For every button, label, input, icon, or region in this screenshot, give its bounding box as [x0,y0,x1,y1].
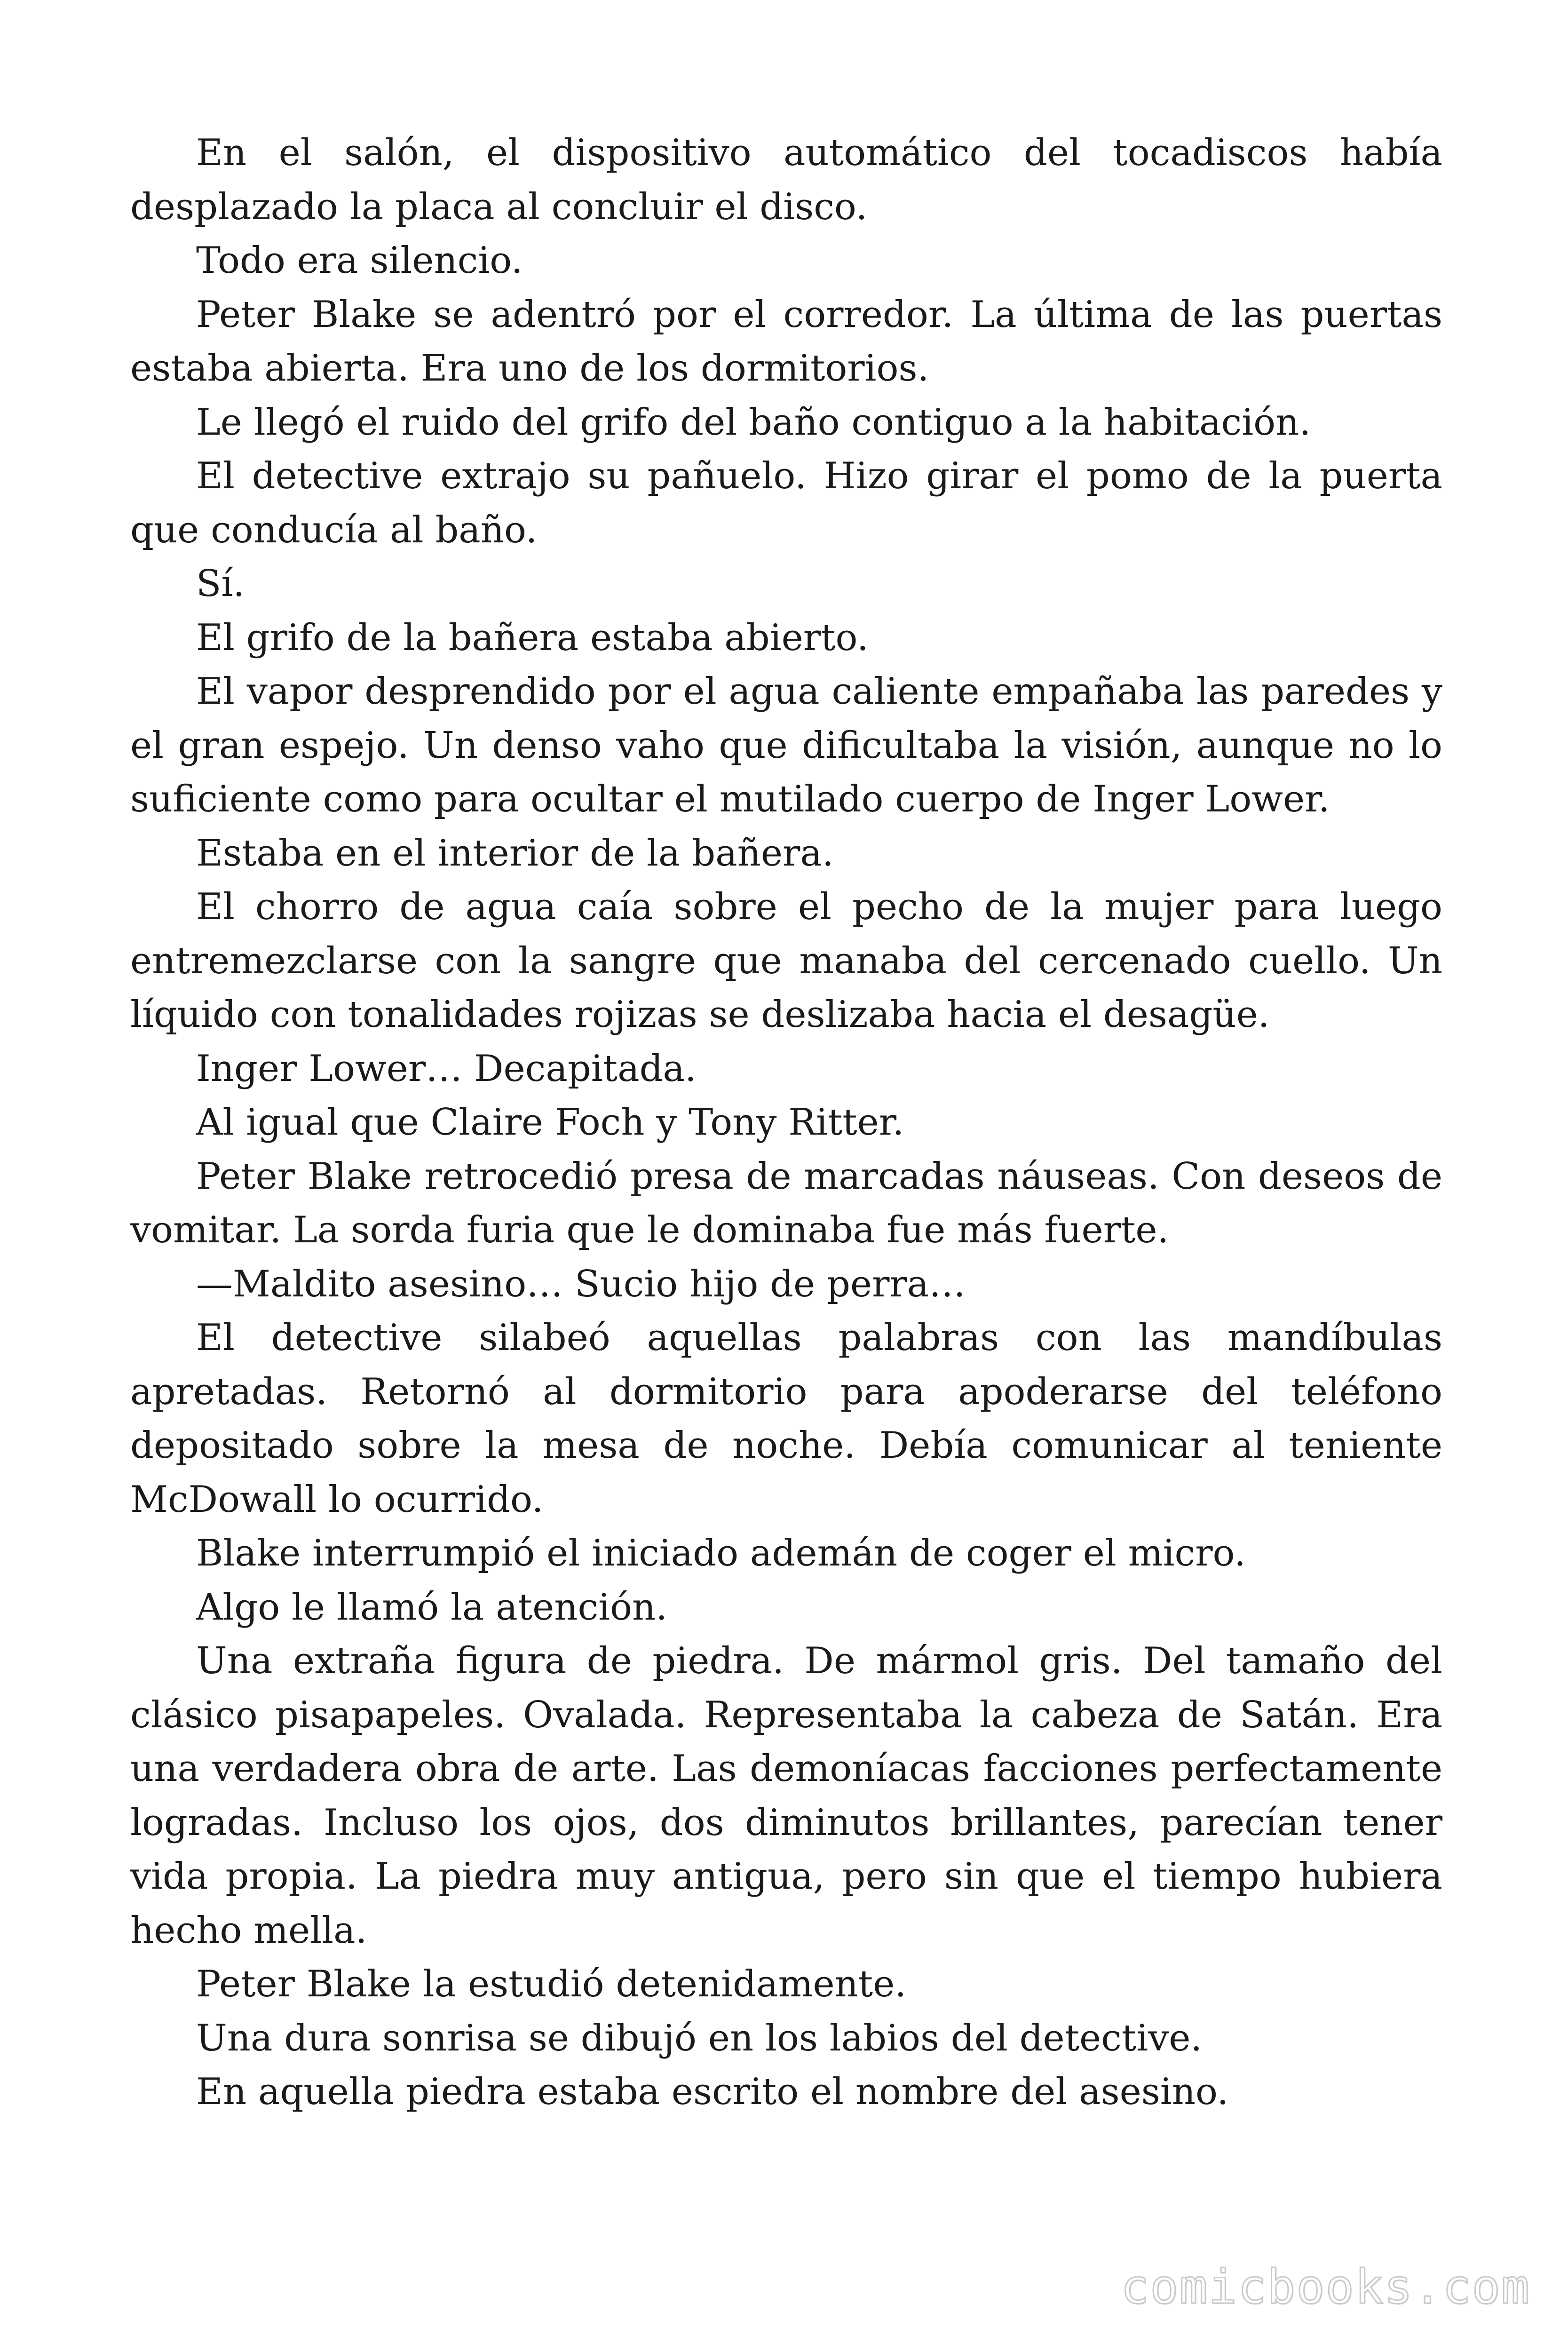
paragraph: Sí. [196,563,245,605]
paragraph: El vapor desprendido por el agua caliente empañaba las paredes y el gran espejo. Un denso vaho que dificultaba la visión, aunque no lo suficiente como para ocultar el mutilado cuerpo de Inger Lower. [130,670,1442,820]
paragraph: En el salón, el dispositivo automático del tocadiscos había desplazado la placa al concluir el disco. [130,132,1442,228]
paragraph: En aquella piedra estaba escrito el nombre del asesino. [196,2071,1229,2113]
watermark: comicbooks.com [1121,2259,1530,2314]
page-body [130,126,1442,2119]
paragraph: Peter Blake se adentró por el corredor. La última de las puertas estaba abierta. Era uno de los dormitorios. [130,293,1442,389]
paragraph: El detective silabeó aquellas palabras con las mandíbulas apretadas. Retornó al dormitorio para apoderarse del teléfono depositado sobre la mesa de noche. Debía comunicar al teniente McDowall lo ocurrido. [130,1317,1442,1521]
paragraph: Le llegó el ruido del grifo del baño contiguo a la habitación. [196,401,1311,444]
paragraph: Blake interrumpió el iniciado ademán de coger el micro. [196,1532,1246,1574]
paragraph: —Maldito asesino… Sucio hijo de perra… [196,1263,966,1305]
paragraph: Todo era silencio. [196,239,523,282]
paragraph: El grifo de la bañera estaba abierto. [196,616,869,659]
paragraph: Al igual que Claire Foch y Tony Ritter. [196,1101,904,1144]
paragraph: El detective extrajo su pañuelo. Hizo girar el pomo de la puerta que conducía al baño. [130,455,1442,551]
paragraph: Una dura sonrisa se dibujó en los labios del detective. [196,2017,1203,2059]
paragraph: Algo le llamó la atención. [196,1586,668,1629]
paragraph: Una extraña figura de piedra. De mármol gris. Del tamaño del clásico pisapapeles. Ovalada. Representaba la cabeza de Satán. Era una verdadera obra de arte. Las demoníacas facciones perfectamente logradas. Incluso los ojos, dos diminutos brillantes, parecían tener vida propia. La piedra muy antigua, pero sin que el tiempo hubiera hecho mella. [130,1640,1442,1952]
paragraph: Peter Blake retrocedió presa de marcadas náuseas. Con deseos de vomitar. La sorda furia que le dominaba fue más fuerte. [130,1155,1442,1251]
paragraph: Inger Lower… Decapitada. [196,1047,697,1090]
paragraph: Peter Blake la estudió detenidamente. [196,1963,907,2005]
paragraph: El chorro de agua caía sobre el pecho de la mujer para luego entremezclarse con la sangre que manaba del cercenado cuello. Un líquido con tonalidades rojizas se deslizaba hacia el desagüe. [130,886,1442,1036]
paragraph: Estaba en el interior de la bañera. [196,832,834,874]
